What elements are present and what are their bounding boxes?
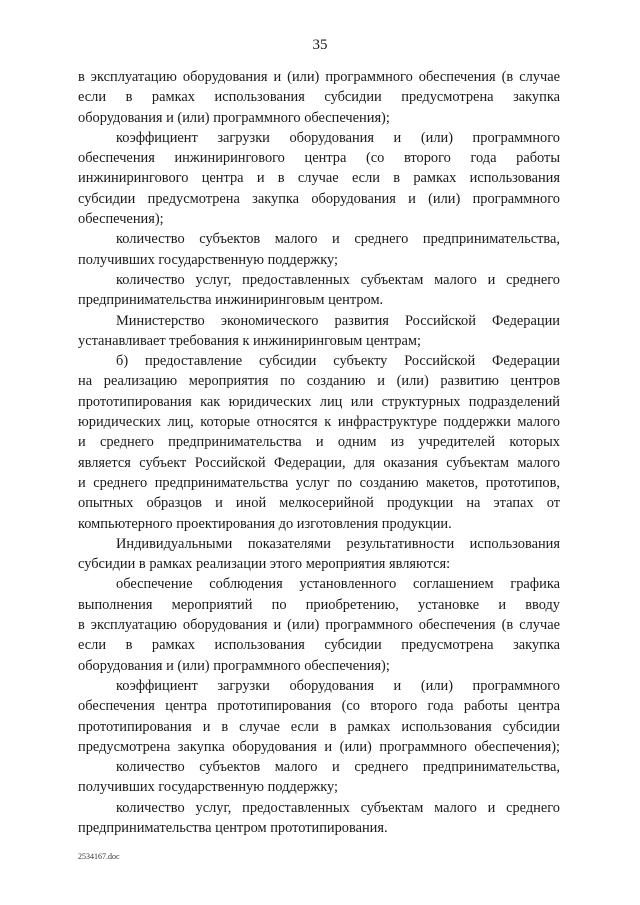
text-line: субсидии предусмотрена закупка оборудования и (или) программного bbox=[78, 190, 560, 207]
text-line: в эксплуатацию оборудования и (или) программного обеспечения (в случае bbox=[78, 617, 560, 634]
page-number: 35 bbox=[312, 37, 328, 53]
text-line: если в рамках использования субсидии предусмотрена закупка bbox=[78, 89, 560, 106]
text-line: обеспечение соблюдения установленного соглашением графика bbox=[116, 576, 560, 593]
text-line: и среднего предпринимательства услуг по созданию макетов, прототипов, bbox=[78, 474, 560, 491]
text-line: коэффициент загрузки оборудования и (или) программного bbox=[116, 129, 560, 146]
document-body bbox=[78, 67, 560, 838]
text-line: предусмотрена закупка оборудования и (или) программного обеспечения); bbox=[78, 738, 560, 755]
text-line: является субъект Российской Федерации, для оказания субъектам малого bbox=[78, 454, 560, 471]
text-line: количество субъектов малого и среднего предпринимательства, bbox=[116, 231, 560, 248]
text-line: прототипирования как юридических лиц или структурных подразделений bbox=[78, 393, 560, 410]
text-line: на реализацию мероприятия по созданию и (или) развитию центров bbox=[78, 373, 560, 390]
text-line: выполнения мероприятий по приобретению, установке и вводу bbox=[78, 596, 560, 613]
footer-filename: 2534167.doc bbox=[78, 852, 120, 861]
text-line: устанавливает требования к инжиниринговым центрам; bbox=[78, 332, 421, 349]
text-line: Министерство экономического развития Российской Федерации bbox=[116, 312, 560, 329]
text-line: субсидии в рамках реализации этого мероприятия являются: bbox=[78, 556, 451, 573]
text-line: обеспечения инжинирингового центра (со второго года работы bbox=[78, 150, 560, 167]
text-line: и среднего предпринимательства и одним из учредителей которых bbox=[78, 434, 560, 451]
text-line: предпринимательства инжиниринговым центром. bbox=[78, 292, 384, 309]
text-line: количество услуг, предоставленных субъектам малого и среднего bbox=[116, 799, 560, 816]
text-line: б) предоставление субсидии субъекту Российской Федерации bbox=[116, 353, 560, 370]
text-line: предпринимательства центром прототипирования. bbox=[78, 819, 388, 836]
text-line: коэффициент загрузки оборудования и (или) программного bbox=[116, 677, 560, 694]
text-line: оборудования и (или) программного обеспечения); bbox=[78, 109, 390, 126]
text-line: получивших государственную поддержку; bbox=[78, 779, 339, 796]
text-line: обеспечения); bbox=[78, 211, 164, 228]
text-line: Индивидуальными показателями результативности использования bbox=[116, 535, 560, 552]
text-line: компьютерного проектирования до изготовления продукции. bbox=[78, 515, 452, 532]
text-line: в эксплуатацию оборудования и (или) программного обеспечения (в случае bbox=[78, 69, 560, 85]
text-line: количество услуг, предоставленных субъектам малого и среднего bbox=[116, 271, 560, 288]
text-line: количество субъектов малого и среднего предпринимательства, bbox=[116, 759, 560, 776]
text-line: получивших государственную поддержку; bbox=[78, 251, 339, 268]
text-line: инжинирингового центра и в случае если в рамках использования bbox=[78, 170, 560, 187]
text-line: опытных образцов и иной мелкосерийной продукции на этапах от bbox=[78, 495, 560, 512]
text-line: прототипирования и в случае если в рамках использования субсидии bbox=[78, 718, 560, 735]
text-line: юридических лиц, которые относятся к инфраструктуре поддержки малого bbox=[78, 414, 560, 431]
text-line: оборудования и (или) программного обеспечения); bbox=[78, 657, 390, 674]
text-line: если в рамках использования субсидии предусмотрена закупка bbox=[78, 637, 560, 654]
text-line: обеспечения центра прототипирования (со второго года работы центра bbox=[78, 698, 560, 715]
